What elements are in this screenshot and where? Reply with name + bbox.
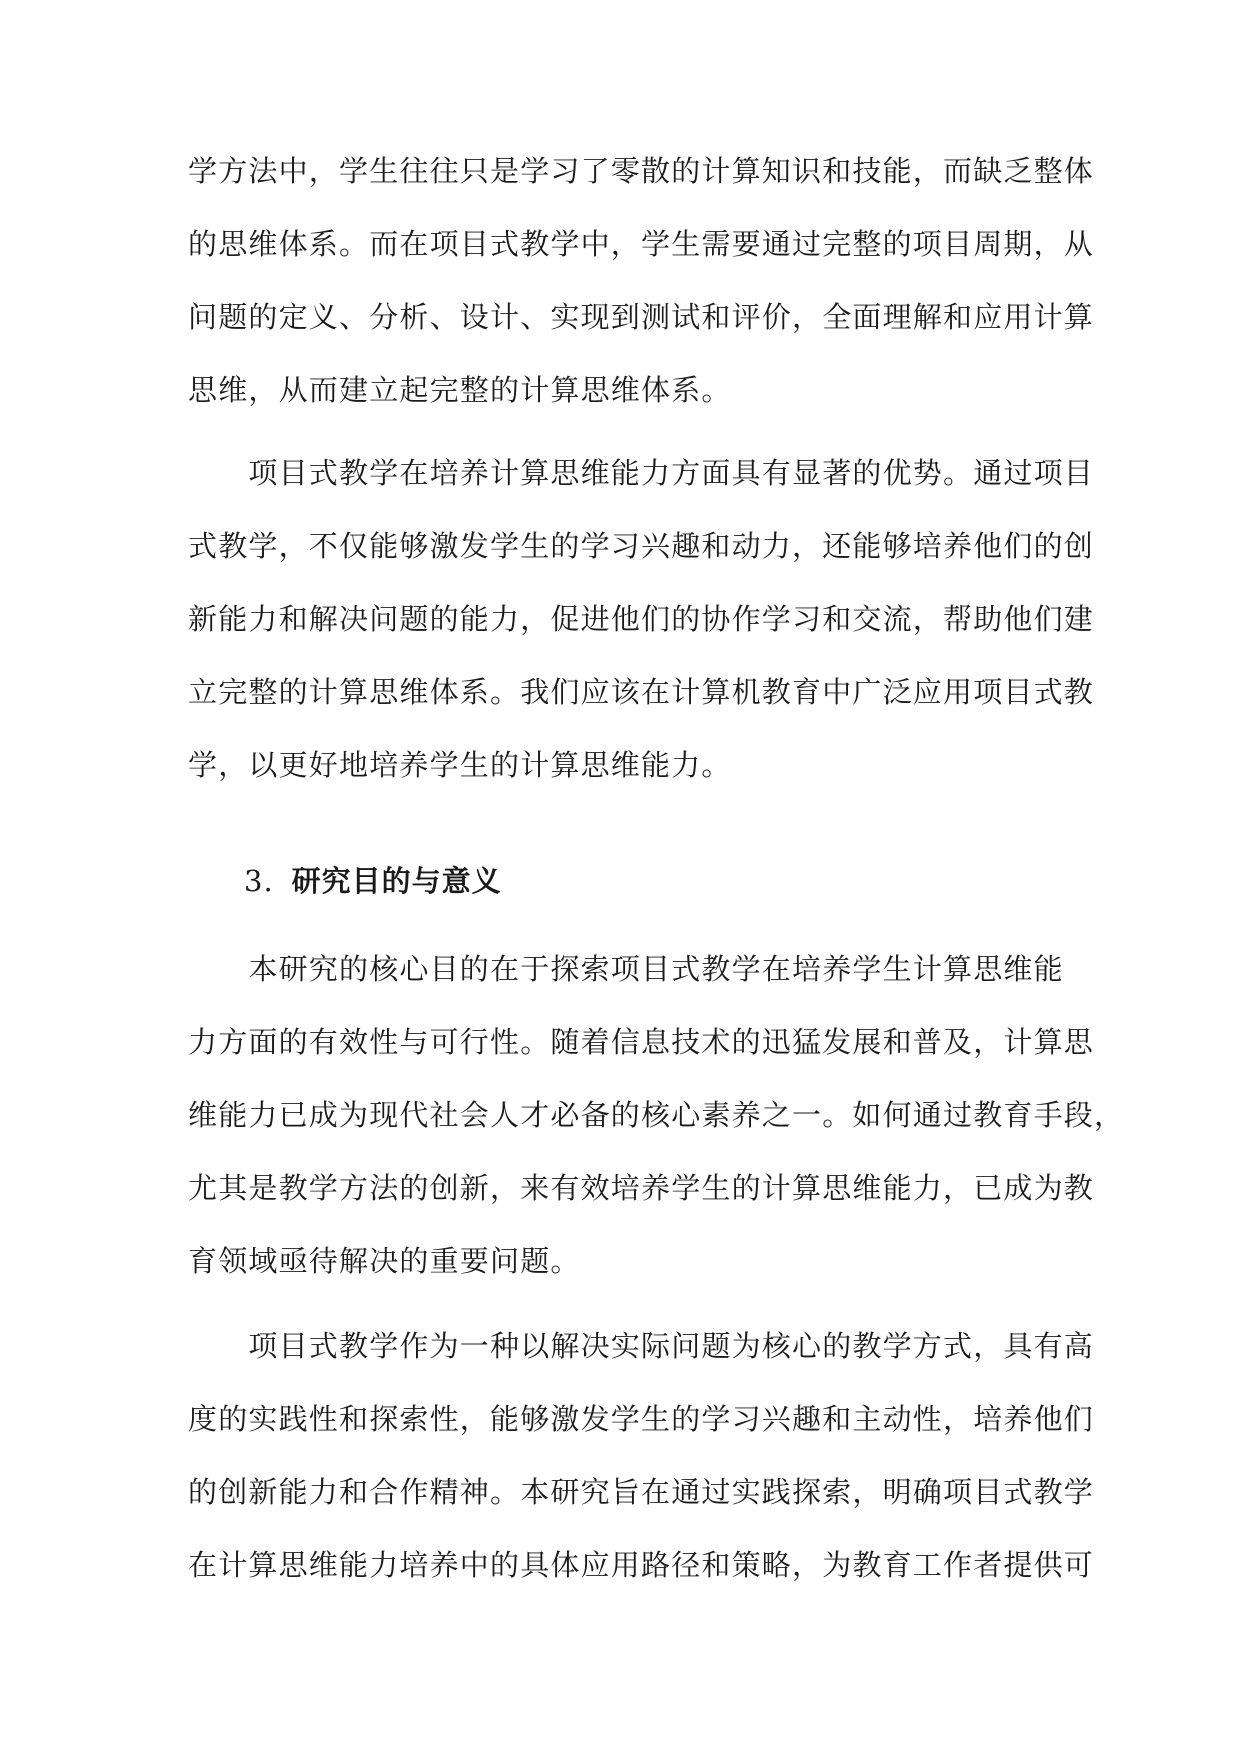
paragraph-line: 在计算思维能力培养中的具体应用路径和策略，为教育工作者提供可: [188, 1548, 1095, 1582]
section-number: 3.: [244, 864, 274, 898]
paragraph-line: 思维，从而建立起完整的计算思维体系。: [188, 373, 732, 407]
paragraph-2: [188, 437, 1095, 802]
paragraph-1: [188, 135, 1095, 427]
paragraph-line: 学，以更好地培养学生的计算思维能力。: [188, 748, 732, 782]
paragraph-3: [188, 933, 1125, 1298]
paragraph-line: 问题的定义、分析、设计、实现到测试和评价，全面理解和应用计算: [188, 300, 1095, 334]
paragraph-line: 的思维体系。而在项目式教学中，学生需要通过完整的项目周期，从: [188, 227, 1095, 261]
section-title: 研究目的与意义: [291, 864, 502, 898]
paragraph-4: [188, 1310, 1095, 1602]
paragraph-line: 力方面的有效性与可行性。随着信息技术的迅猛发展和普及，计算思: [188, 1025, 1095, 1059]
paragraph-line: 度的实践性和探索性，能够激发学生的学习兴趣和主动性，培养他们: [188, 1402, 1095, 1436]
paragraph-line: 项目式教学作为一种以解决实际问题为核心的教学方式，具有高: [188, 1329, 1095, 1363]
paragraph-line: 式教学，不仅能够激发学生的学习兴趣和动力，还能够培养他们的创: [188, 529, 1095, 563]
paragraph-line: 立完整的计算思维体系。我们应该在计算机教育中广泛应用项目式教: [188, 675, 1095, 709]
paragraph-line: 维能力已成为现代社会人才必备的核心素养之一。如何通过教育手段，: [188, 1098, 1125, 1132]
paragraph-line: 本研究的核心目的在于探索项目式教学在培养学生计算思维能: [188, 952, 1064, 986]
paragraph-line: 新能力和解决问题的能力，促进他们的协作学习和交流，帮助他们建: [188, 602, 1095, 636]
paragraph-line: 尤其是教学方法的创新，来有效培养学生的计算思维能力，已成为教: [188, 1171, 1095, 1205]
section-heading: [244, 861, 502, 901]
paragraph-line: 的创新能力和合作精神。本研究旨在通过实践探索，明确项目式教学: [188, 1475, 1095, 1509]
paragraph-line: 项目式教学在培养计算思维能力方面具有显著的优势。通过项目: [188, 456, 1095, 490]
paragraph-line: 学方法中，学生往往只是学习了零散的计算知识和技能，而缺乏整体: [188, 154, 1095, 188]
paragraph-line: 育领域亟待解决的重要问题。: [188, 1244, 581, 1278]
